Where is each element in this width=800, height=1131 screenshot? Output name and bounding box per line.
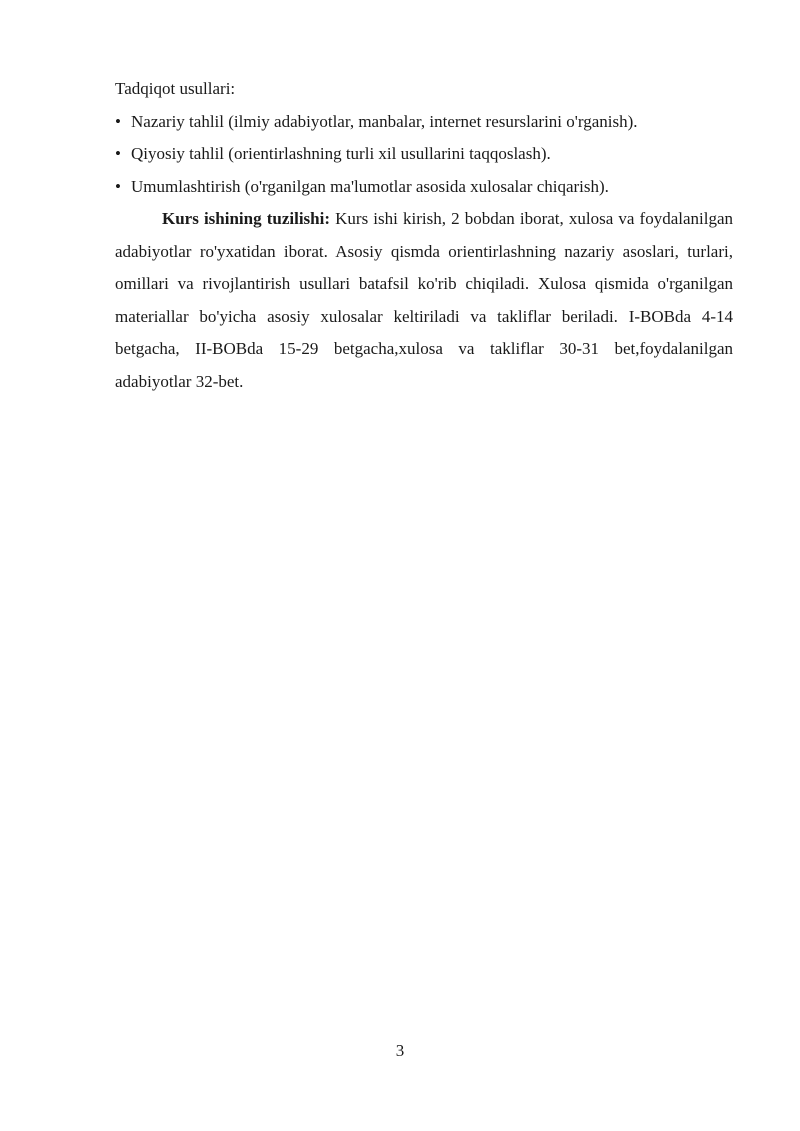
structure-text: Kurs ishi kirish, 2 bobdan iborat, xulosa va foydalanilgan adabiyotlar ro'yxatidan iborat. Asosiy qismda orientirlashning nazariy asoslari, turlari, omillari va rivojlantirish usullari batafsil ko'rib chiqiladi. Xulosa qismida o'rganilgan materiallar bo'yicha asosiy xulosalar keltiriladi va takliflar beriladi. I-BOBda 4-14 betgacha, II-BOBda 15-29 betgacha,xulosa va takliflar 30-31 bet,foydalanilgan adabiyotlar 32-bet. <box>115 209 734 391</box>
bullet-icon: • <box>115 144 121 163</box>
structure-lead: Kurs ishining tuzilishi: <box>162 209 331 228</box>
method-item-text: Umumlashtirish (o'rganilgan ma'lumotlar asosida xulosalar chiqarish). <box>131 176 609 196</box>
page-content <box>115 73 733 398</box>
structure-paragraph <box>115 203 733 398</box>
page-number: 3 <box>395 1041 405 1060</box>
bullet-icon: • <box>115 176 121 196</box>
method-item <box>115 138 733 171</box>
method-item-text: Qiyosiy tahlil (orientirlashning turli xil usullarini taqqoslash). <box>131 144 551 163</box>
method-item-text: Nazariy tahlil (ilmiy adabiyotlar, manbalar, internet resurslarini o'rganish). <box>131 111 638 131</box>
methods-heading: Tadqiqot usullari: <box>115 79 236 98</box>
bullet-icon: • <box>115 111 121 131</box>
method-item <box>115 106 733 139</box>
method-item <box>115 171 733 204</box>
